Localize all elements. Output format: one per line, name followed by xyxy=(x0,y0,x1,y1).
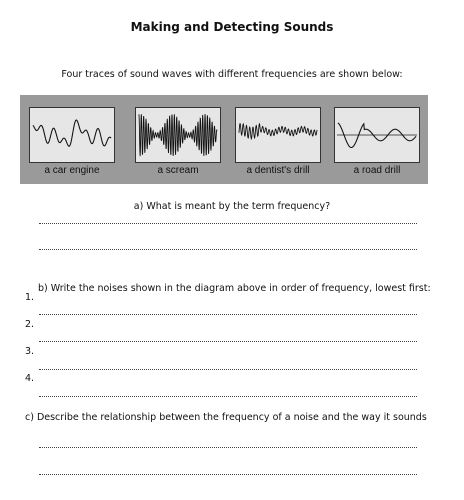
answer-line-b4[interactable] xyxy=(39,396,417,397)
answer-line-c1[interactable] xyxy=(39,447,417,448)
answer-line-c2[interactable] xyxy=(39,474,417,475)
answer-line-b2[interactable] xyxy=(39,341,417,342)
scream-trace xyxy=(135,107,221,163)
answer-line-a1[interactable] xyxy=(39,223,417,224)
answer-line-a2[interactable] xyxy=(39,249,417,250)
answer-line-b3[interactable] xyxy=(39,369,417,370)
sound-wave-figure xyxy=(20,95,428,184)
question-c: c) Describe the relationship between the frequency of a noise and the way it sounds xyxy=(25,412,427,423)
answer-number-1: 1. xyxy=(25,292,35,303)
dentists-drill-trace xyxy=(235,107,321,163)
question-b: b) Write the noises shown in the diagram above in order of frequency, lowest first: xyxy=(38,283,431,294)
answer-number-2: 2. xyxy=(25,319,35,330)
answer-number-4: 4. xyxy=(25,373,35,384)
label-road-drill: a road drill xyxy=(353,165,401,176)
answer-line-b1[interactable] xyxy=(39,314,417,315)
worksheet-title: Making and Detecting Sounds xyxy=(130,20,334,34)
answer-number-3: 3. xyxy=(25,346,35,357)
intro-text: Four traces of sound waves with different frequencies are shown below: xyxy=(61,69,403,80)
car-engine-trace xyxy=(29,107,115,163)
label-scream: a scream xyxy=(157,165,199,176)
question-a: a) What is meant by the term frequency? xyxy=(133,201,331,212)
road-drill-trace xyxy=(334,107,420,163)
label-car-engine: a car engine xyxy=(44,165,100,176)
label-dentists-drill: a dentist's drill xyxy=(246,165,310,176)
